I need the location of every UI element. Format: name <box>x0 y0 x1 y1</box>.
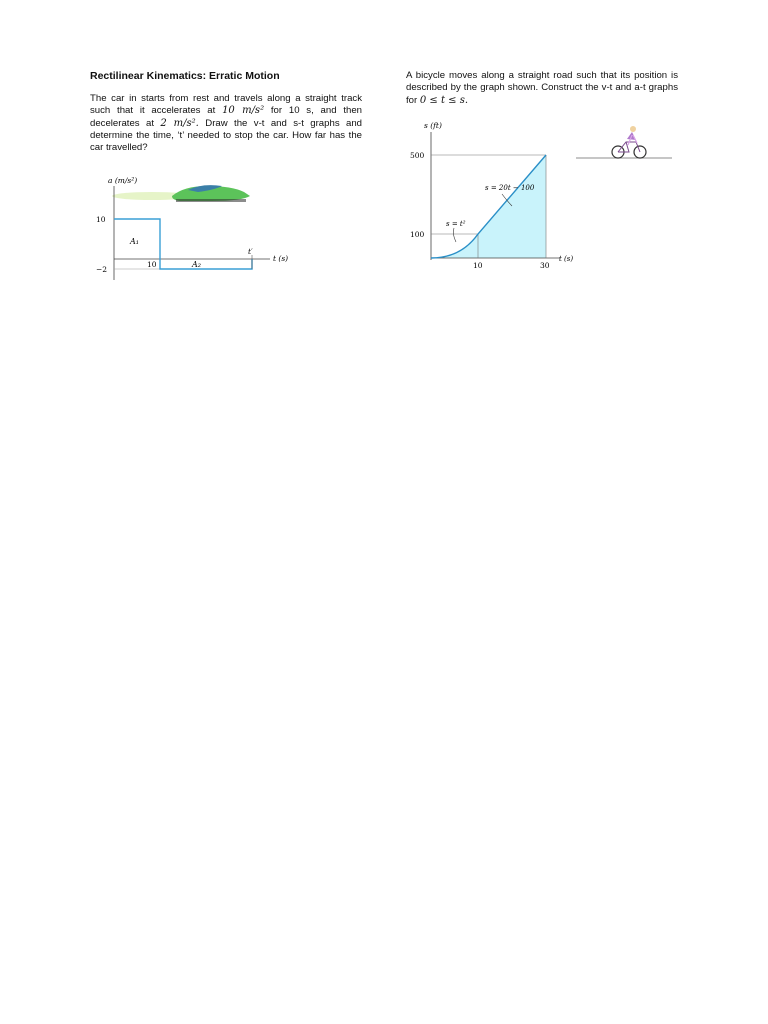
car-icon <box>112 185 250 202</box>
problem-2-text-part-1: A bicycle moves along a straight road such that its position is described by the graph shown. Construct the v-t and a-t graphs for <box>406 70 678 106</box>
y-axis-label: s (ft) <box>424 121 442 130</box>
tick-label-minus-2: −2 <box>96 265 108 274</box>
left-column <box>90 70 362 154</box>
time-range: 0 ≤ t ≤ s. <box>419 94 469 106</box>
tick-label-x-10: 10 <box>147 260 157 269</box>
area-2-label: A₂ <box>192 260 201 269</box>
problem-2-text <box>406 70 678 107</box>
decel-value: 2 m/s². <box>160 117 199 129</box>
tick-label-100: 100 <box>410 230 425 239</box>
problem-1-text <box>90 93 362 154</box>
acceleration-time-figure <box>92 168 298 286</box>
tick-label-10: 10 <box>96 215 106 224</box>
quadratic-leader <box>453 228 456 242</box>
accel-value: 10 m/s² <box>222 105 265 117</box>
tick-label-x-30: 30 <box>540 261 550 270</box>
x-axis-label: t (s) <box>273 254 289 263</box>
x-axis-label: t (s) <box>559 255 574 263</box>
linear-equation-label: s = 20t − 100 <box>485 184 535 192</box>
area-under-curve <box>431 155 546 258</box>
problem-1-text-part-1: The car in starts from rest and travels along a straight track such that it accelerates at <box>90 93 362 117</box>
bicycle-icon <box>612 126 646 158</box>
right-column <box>406 70 678 107</box>
position-time-figure <box>406 118 678 274</box>
tick-label-500: 500 <box>410 151 425 160</box>
problem-1-text-part-2: for 10 s, and then decelerates at <box>90 105 363 129</box>
quadratic-equation-label: s = t² <box>446 220 466 228</box>
problem-1-heading: Rectilinear Kinematics: Erratic Motion <box>90 70 280 82</box>
y-axis-label: a (m/s²) <box>108 176 138 185</box>
problem-1-text-part-3: Draw the v-t and s-t graphs and determine the time, ‘t’ needed to stop the car. How far has the car travelled? <box>90 117 363 154</box>
tick-label-x-10: 10 <box>473 261 483 270</box>
area-1-label: A₁ <box>130 237 139 246</box>
tick-label-t-prime: t′ <box>248 247 253 256</box>
